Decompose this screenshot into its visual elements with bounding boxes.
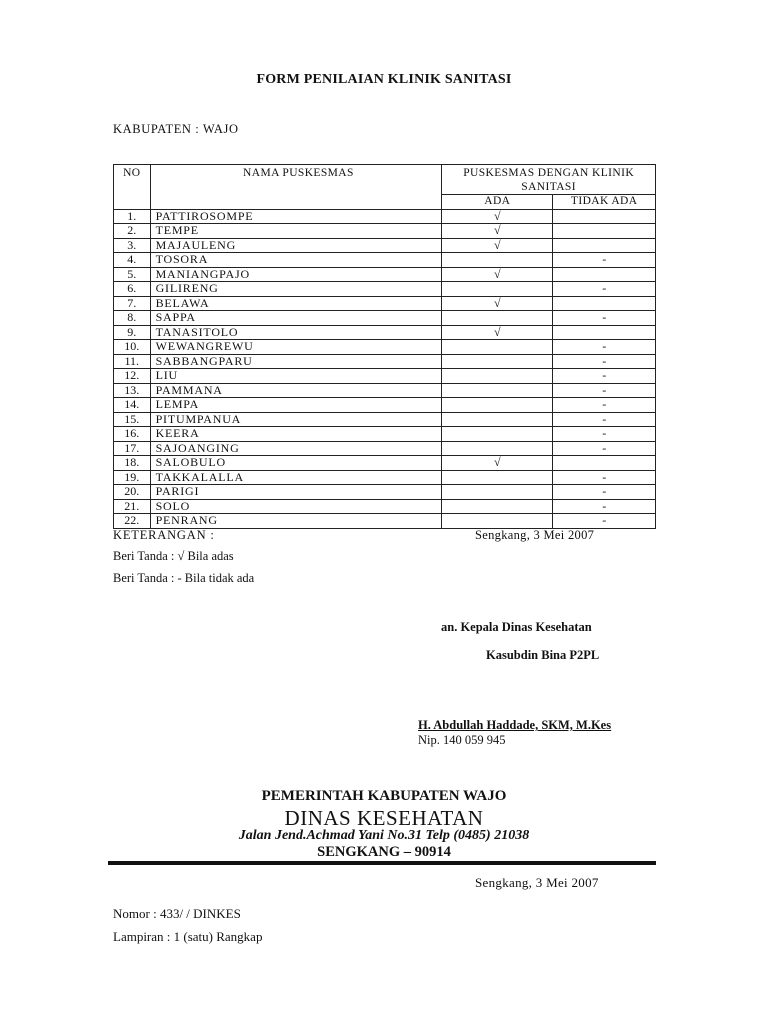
table-row bbox=[114, 456, 656, 471]
row-no: 1. bbox=[114, 209, 151, 224]
row-no: 19. bbox=[114, 470, 151, 485]
row-tidak-ada: - bbox=[553, 311, 656, 326]
row-ada bbox=[442, 383, 553, 398]
row-tidak-ada: - bbox=[553, 398, 656, 413]
keterangan-label: KETERANGAN : bbox=[113, 528, 215, 542]
row-no: 21. bbox=[114, 499, 151, 514]
legend-check: Beri Tanda : √ Bila adas bbox=[113, 549, 234, 563]
puskesmas-table bbox=[113, 164, 656, 529]
row-tidak-ada: - bbox=[553, 282, 656, 297]
table-row bbox=[114, 398, 656, 413]
header-ada: ADA bbox=[442, 195, 553, 210]
row-tidak-ada bbox=[553, 296, 656, 311]
row-name: TEMPE bbox=[150, 224, 442, 239]
row-no: 20. bbox=[114, 485, 151, 500]
signatory-name: H. Abdullah Haddade, SKM, M.Kes bbox=[418, 718, 612, 732]
row-name: LEMPA bbox=[150, 398, 442, 413]
row-ada: √ bbox=[442, 224, 553, 239]
table-row bbox=[114, 253, 656, 268]
row-ada bbox=[442, 253, 553, 268]
row-tidak-ada: - bbox=[553, 412, 656, 427]
row-no: 12. bbox=[114, 369, 151, 384]
table-row bbox=[114, 282, 656, 297]
row-name: SAJOANGING bbox=[150, 441, 442, 456]
date-line: Sengkang, 3 Mei 2007 bbox=[475, 528, 595, 542]
row-ada bbox=[442, 441, 553, 456]
row-tidak-ada: - bbox=[553, 340, 656, 355]
row-name: PARIGI bbox=[150, 485, 442, 500]
row-no: 5. bbox=[114, 267, 151, 282]
table-row bbox=[114, 238, 656, 253]
table-row bbox=[114, 470, 656, 485]
signature-line1: an. Kepala Dinas Kesehatan bbox=[441, 620, 592, 634]
row-ada bbox=[442, 470, 553, 485]
row-no: 4. bbox=[114, 253, 151, 268]
row-no: 6. bbox=[114, 282, 151, 297]
table-row bbox=[114, 369, 656, 384]
letter-nomor: Nomor : 433/ / DINKES bbox=[113, 906, 241, 921]
row-name: PAMMANA bbox=[150, 383, 442, 398]
table-row bbox=[114, 340, 656, 355]
row-name: BELAWA bbox=[150, 296, 442, 311]
letterhead-government: PEMERINTAH KABUPATEN WAJO bbox=[261, 788, 507, 804]
row-no: 2. bbox=[114, 224, 151, 239]
table-row bbox=[114, 354, 656, 369]
row-tidak-ada bbox=[553, 224, 656, 239]
row-no: 3. bbox=[114, 238, 151, 253]
table-row bbox=[114, 311, 656, 326]
table-body bbox=[114, 209, 656, 528]
row-ada bbox=[442, 282, 553, 297]
row-tidak-ada bbox=[553, 325, 656, 340]
row-ada bbox=[442, 354, 553, 369]
row-ada: √ bbox=[442, 296, 553, 311]
table-row bbox=[114, 427, 656, 442]
row-name: PENRANG bbox=[150, 514, 442, 529]
row-ada: √ bbox=[442, 238, 553, 253]
letter-lampiran: Lampiran : 1 (satu) Rangkap bbox=[113, 929, 263, 944]
row-name: TAKKALALLA bbox=[150, 470, 442, 485]
row-name: PITUMPANUA bbox=[150, 412, 442, 427]
letterhead-office: DINAS KESEHATAN bbox=[284, 806, 484, 830]
table-row bbox=[114, 296, 656, 311]
row-no: 14. bbox=[114, 398, 151, 413]
legend-dash: Beri Tanda : - Bila tidak ada bbox=[113, 571, 255, 585]
row-ada: √ bbox=[442, 456, 553, 471]
row-no: 15. bbox=[114, 412, 151, 427]
row-no: 7. bbox=[114, 296, 151, 311]
header-no: NO bbox=[114, 165, 151, 210]
row-name: MANIANGPAJO bbox=[150, 267, 442, 282]
table-row bbox=[114, 485, 656, 500]
row-no: 22. bbox=[114, 514, 151, 529]
row-no: 10. bbox=[114, 340, 151, 355]
row-no: 11. bbox=[114, 354, 151, 369]
row-tidak-ada: - bbox=[553, 499, 656, 514]
letterhead-city: SENGKANG – 90914 bbox=[317, 844, 451, 860]
row-no: 16. bbox=[114, 427, 151, 442]
table-row bbox=[114, 441, 656, 456]
kabupaten-line: KABUPATEN : WAJO bbox=[113, 122, 239, 136]
row-name: TANASITOLO bbox=[150, 325, 442, 340]
header-group: PUSKESMAS DENGAN KLINIK SANITASI bbox=[442, 165, 656, 195]
row-ada: √ bbox=[442, 325, 553, 340]
row-tidak-ada: - bbox=[553, 441, 656, 456]
letterhead-divider bbox=[108, 861, 656, 865]
row-no: 18. bbox=[114, 456, 151, 471]
row-name: MAJAULENG bbox=[150, 238, 442, 253]
row-tidak-ada: - bbox=[553, 427, 656, 442]
row-name: SALOBULO bbox=[150, 456, 442, 471]
row-tidak-ada: - bbox=[553, 369, 656, 384]
signature-line2: Kasubdin Bina P2PL bbox=[486, 648, 600, 662]
row-tidak-ada bbox=[553, 456, 656, 471]
row-name: SABBANGPARU bbox=[150, 354, 442, 369]
row-ada bbox=[442, 398, 553, 413]
row-tidak-ada: - bbox=[553, 485, 656, 500]
table-row bbox=[114, 499, 656, 514]
row-name: TOSORA bbox=[150, 253, 442, 268]
table-row bbox=[114, 383, 656, 398]
table-row bbox=[114, 209, 656, 224]
row-tidak-ada: - bbox=[553, 514, 656, 529]
row-name: PATTIROSOMPE bbox=[150, 209, 442, 224]
row-tidak-ada bbox=[553, 209, 656, 224]
row-tidak-ada: - bbox=[553, 383, 656, 398]
row-no: 13. bbox=[114, 383, 151, 398]
row-ada bbox=[442, 340, 553, 355]
row-tidak-ada: - bbox=[553, 354, 656, 369]
signatory-nip: Nip. 140 059 945 bbox=[418, 733, 506, 747]
row-no: 9. bbox=[114, 325, 151, 340]
row-ada bbox=[442, 485, 553, 500]
row-name: GILIRENG bbox=[150, 282, 442, 297]
letter-date: Sengkang, 3 Mei 2007 bbox=[475, 875, 599, 890]
row-tidak-ada: - bbox=[553, 470, 656, 485]
row-no: 17. bbox=[114, 441, 151, 456]
row-ada bbox=[442, 311, 553, 326]
row-ada: √ bbox=[442, 267, 553, 282]
row-ada bbox=[442, 427, 553, 442]
table-row bbox=[114, 224, 656, 239]
row-name: KEERA bbox=[150, 427, 442, 442]
row-name: LIU bbox=[150, 369, 442, 384]
letterhead-address: Jalan Jend.Achmad Yani No.31 Telp (0485) 21038 bbox=[238, 828, 530, 843]
header-tidak-ada: TIDAK ADA bbox=[553, 195, 656, 210]
row-ada bbox=[442, 514, 553, 529]
row-tidak-ada bbox=[553, 267, 656, 282]
row-no: 8. bbox=[114, 311, 151, 326]
row-name: WEWANGREWU bbox=[150, 340, 442, 355]
row-ada bbox=[442, 499, 553, 514]
row-name: SOLO bbox=[150, 499, 442, 514]
form-title: FORM PENILAIAN KLINIK SANITASI bbox=[256, 72, 512, 87]
row-tidak-ada: - bbox=[553, 253, 656, 268]
table-row bbox=[114, 325, 656, 340]
row-ada bbox=[442, 412, 553, 427]
header-name: NAMA PUSKESMAS bbox=[150, 165, 442, 210]
row-name: SAPPA bbox=[150, 311, 442, 326]
row-ada bbox=[442, 369, 553, 384]
table-row bbox=[114, 514, 656, 529]
table-row bbox=[114, 412, 656, 427]
row-ada: √ bbox=[442, 209, 553, 224]
row-tidak-ada bbox=[553, 238, 656, 253]
table-row bbox=[114, 267, 656, 282]
